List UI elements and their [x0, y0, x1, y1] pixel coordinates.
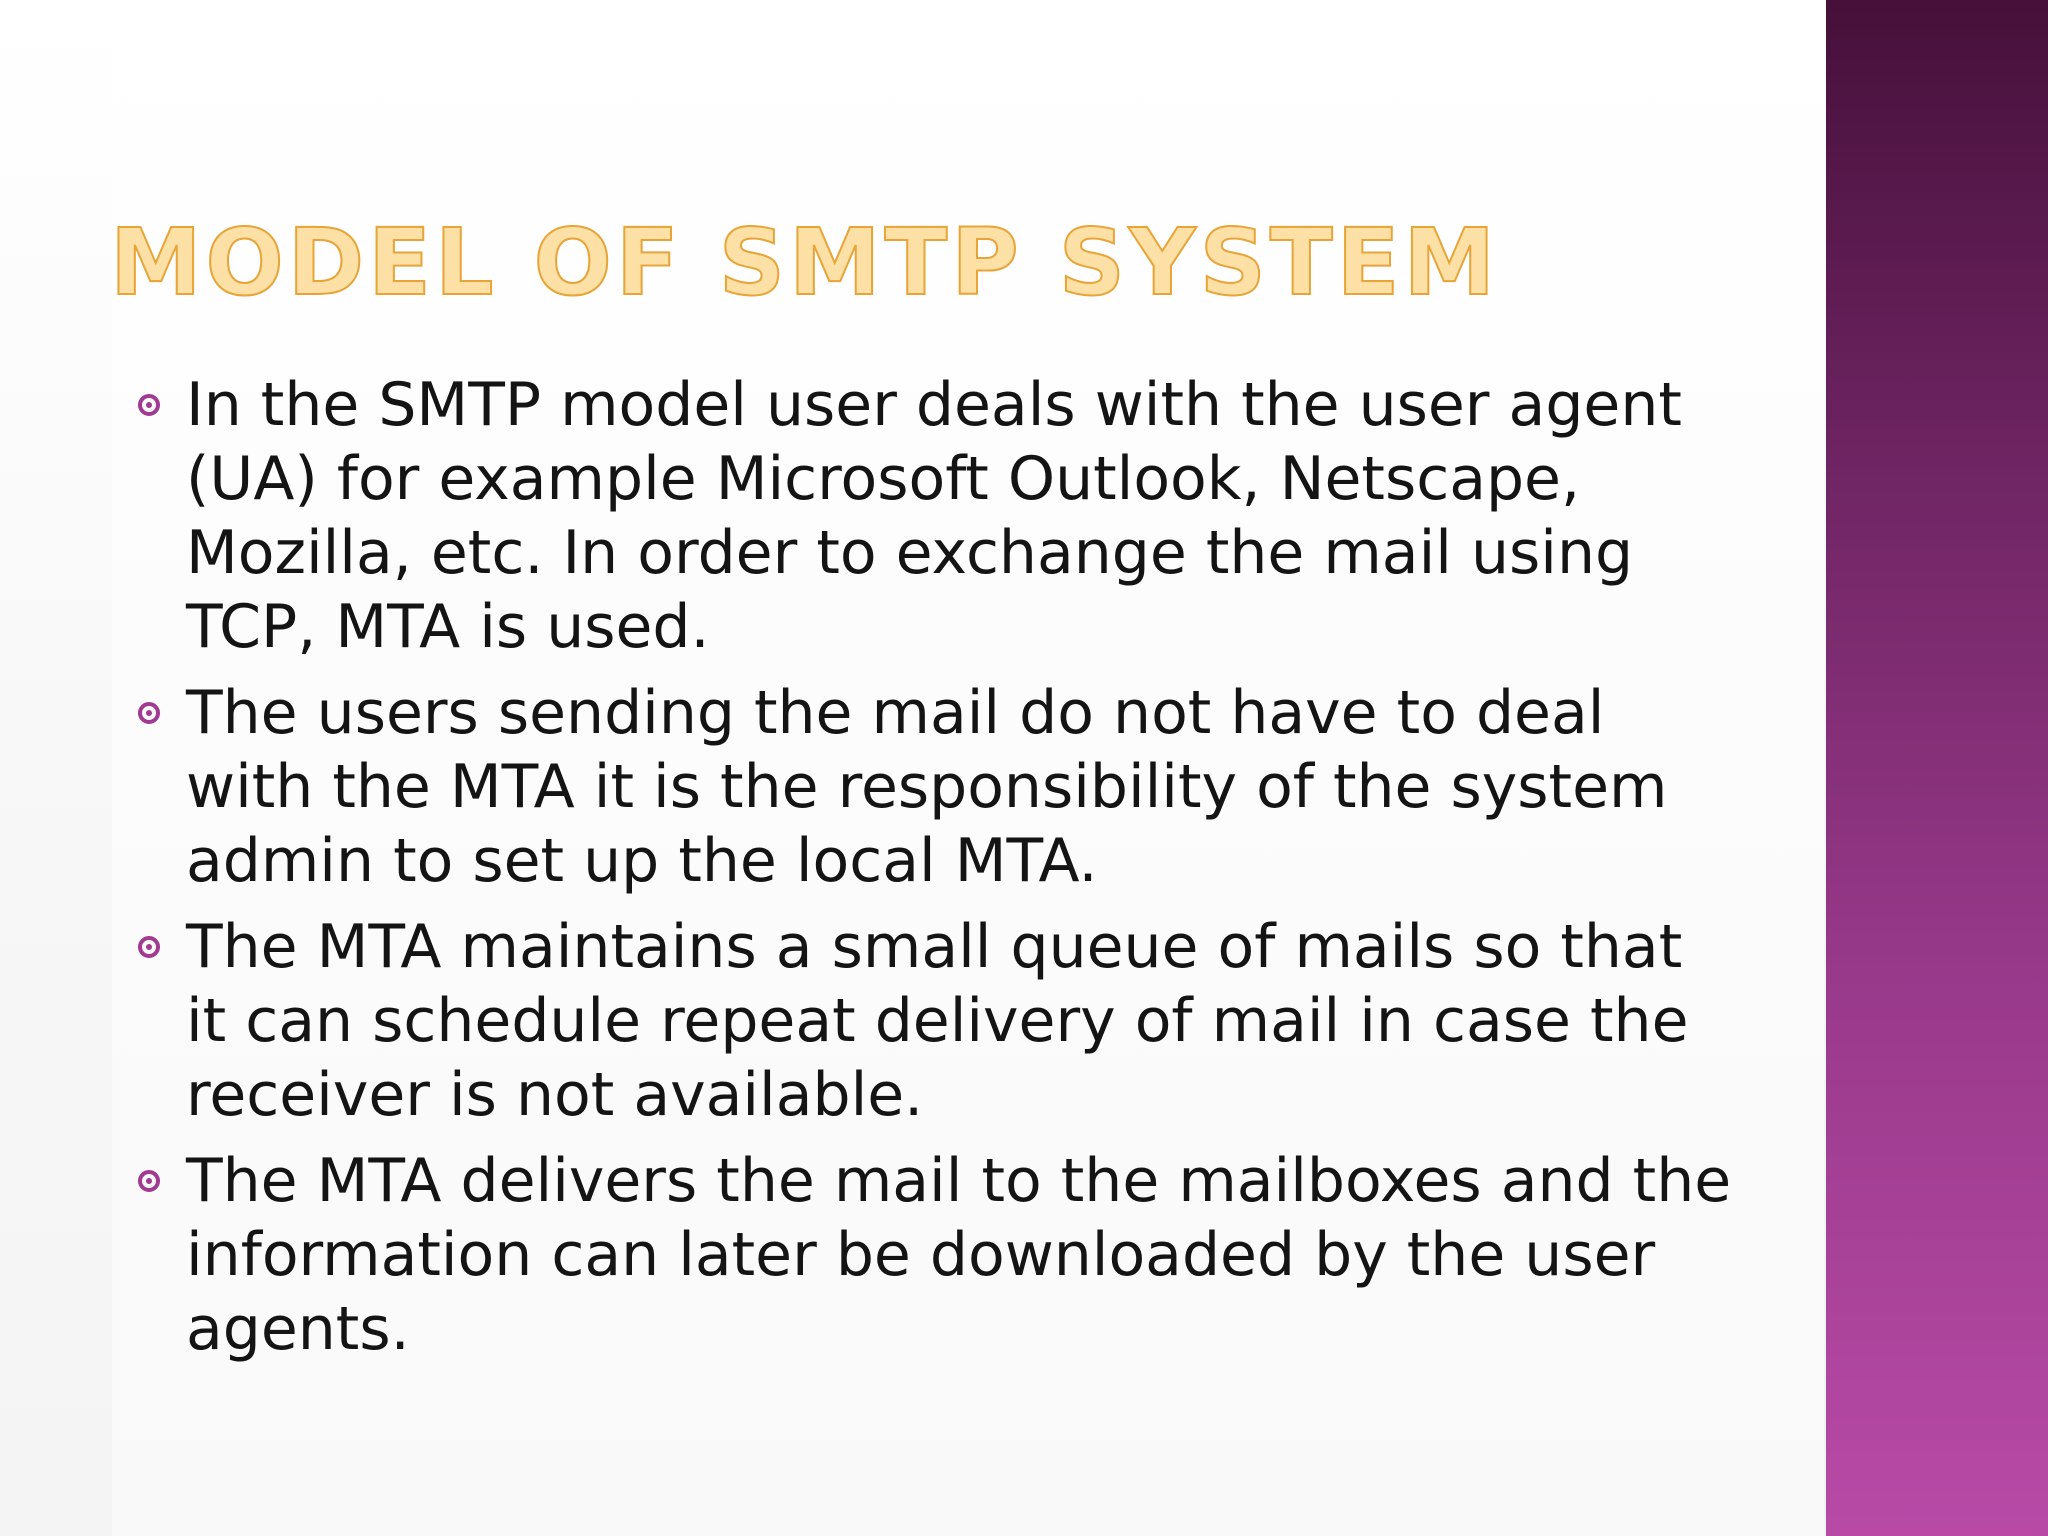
bullet-text: The users sending the mail do not have to deal with the MTA it is the responsibility of the system admin to set up the local MTA.: [186, 678, 1668, 896]
bullet-item: [138, 368, 1738, 664]
bullet-text: In the SMTP model user deals with the user agent (UA) for example Microsoft Outlook, Netscape, Mozilla, etc. In order to exchange the mail using TCP, MTA is used.: [186, 370, 1682, 662]
slide-title: MODEL OF SMTP SYSTEM: [110, 209, 1500, 316]
decorative-side-band: [1826, 0, 2048, 1536]
bullet-item: [138, 676, 1738, 898]
bullet-text: The MTA maintains a small queue of mails so that it can schedule repeat delivery of mail in case the receiver is not available.: [186, 912, 1689, 1130]
circled-dot-icon: [138, 936, 160, 958]
bullet-item: [138, 910, 1738, 1132]
bullet-item: [138, 1144, 1738, 1366]
bullet-list: [138, 368, 1738, 1378]
circled-dot-icon: [138, 1170, 160, 1192]
circled-dot-icon: [138, 394, 160, 416]
circled-dot-icon: [138, 702, 160, 724]
bullet-text: The MTA delivers the mail to the mailboxes and the information can later be downloaded by the user agents.: [186, 1146, 1732, 1364]
